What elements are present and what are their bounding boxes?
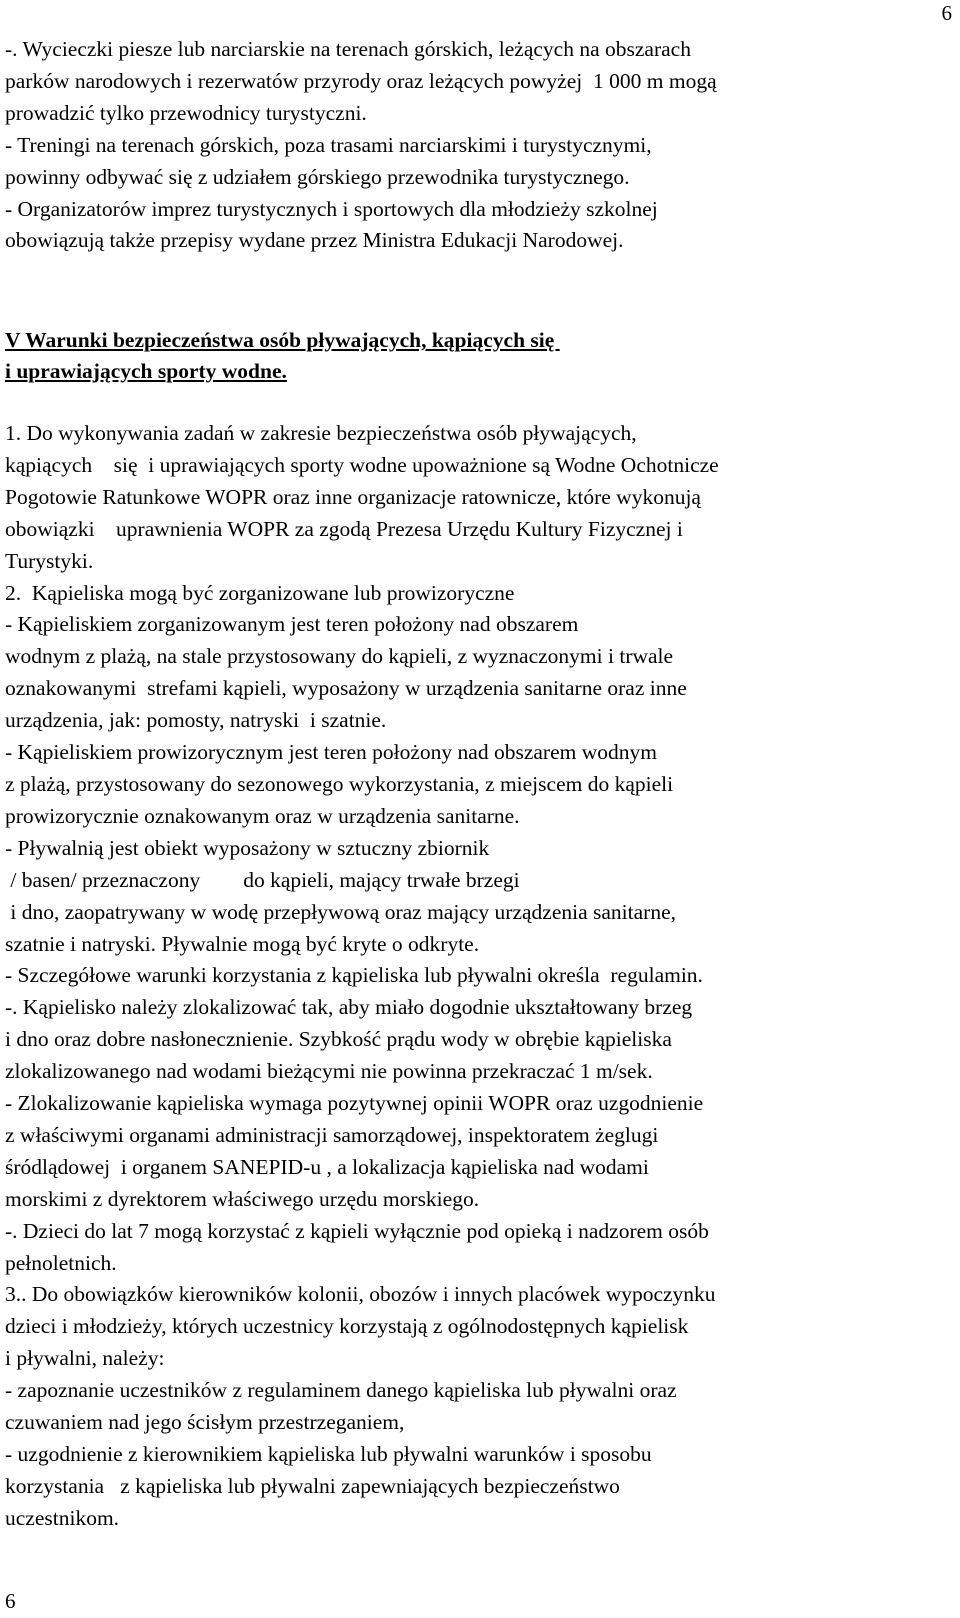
text-line: 3.. Do obowiązków kierowników kolonii, obozów i innych placówek wypoczynku	[5, 1282, 716, 1307]
text-line: i dno oraz dobre nasłonecznienie. Szybkość prądu wody w obrębie kąpieliska	[5, 1027, 672, 1052]
text-line: obowiązki uprawnienia WOPR za zgodą Prezesa Urzędu Kultury Fizycznej i	[5, 516, 683, 541]
text-line: -. Wycieczki piesze lub narciarskie na terenach górskich, leżących na obszarach	[5, 37, 691, 61]
text-line: - zapoznanie uczestników z regulaminem danego kąpieliska lub pływalni oraz	[5, 1378, 677, 1403]
text-line: z właściwymi organami administracji samorządowej, inspektoratem żeglugi	[5, 1122, 659, 1147]
heading-line: i uprawiających sporty wodne.	[5, 359, 287, 383]
heading-line: V Warunki bezpieczeństwa osób pływających, kąpiących się	[5, 328, 560, 352]
text-line: z plażą, przystosowany do sezonowego wykorzystania, z miejscem do kąpieli	[5, 771, 674, 796]
text-line: prowadzić tylko przewodnicy turystyczni.	[5, 100, 367, 125]
text-line: Turystyki.	[5, 548, 94, 573]
text-line: uczestnikom.	[5, 1505, 120, 1530]
text-line: - Kąpieliskiem zorganizowanym jest teren położony nad obszarem	[5, 612, 579, 637]
text-line: zlokalizowanego nad wodami bieżącymi nie powinna przekraczać 1 m/sek.	[5, 1059, 653, 1084]
text-line: pełnoletnich.	[5, 1250, 117, 1275]
intro-paragraphs	[5, 34, 945, 257]
text-line: obowiązują także przepisy wydane przez Ministra Edukacji Narodowej.	[5, 228, 624, 253]
text-line: dzieci i młodzieży, których uczestnicy korzystają z ogólnodostępnych kąpielisk	[5, 1314, 689, 1339]
text-line: -. Kąpielisko należy zlokalizować tak, aby miało dogodnie ukształtowany brzeg	[5, 995, 693, 1020]
text-line: - Organizatorów imprez turystycznych i sportowych dla młodzieży szkolnej	[5, 196, 658, 221]
page-number-top: 6	[941, 1, 952, 25]
text-line: urządzenia, jak: pomosty, natryski i szatnie.	[5, 708, 387, 733]
text-line: - Pływalnią jest obiekt wyposażony w sztuczny zbiornik	[5, 835, 490, 860]
text-line: powinny odbywać się z udziałem górskiego przewodnika turystycznego.	[5, 164, 630, 189]
section-body	[5, 418, 945, 1535]
text-line: szatnie i natryski. Pływalnie mogą być kryte o odkryte.	[5, 931, 480, 956]
page-number-bottom: 6	[5, 1589, 16, 1613]
text-line: prowizorycznie oznakowanym oraz w urządzenia sanitarne.	[5, 803, 520, 828]
text-line: korzystania z kąpieliska lub pływalni zapewniających bezpieczeństwo	[5, 1473, 620, 1498]
text-line: kąpiących się i uprawiających sporty wodne upoważnione są Wodne Ochotnicze	[5, 452, 719, 477]
text-line: i dno, zaopatrywany w wodę przepływową oraz mający urządzenia sanitarne,	[5, 899, 676, 924]
section-heading	[5, 325, 945, 387]
text-line: oznakowanymi strefami kąpieli, wyposażony w urządzenia sanitarne oraz inne	[5, 676, 687, 701]
text-line: -. Dzieci do lat 7 mogą korzystać z kąpieli wyłącznie pod opieką i nadzorem osób	[5, 1218, 709, 1243]
text-line: - Kąpieliskiem prowizorycznym jest teren położony nad obszarem wodnym	[5, 740, 657, 765]
text-line: 2. Kąpieliska mogą być zorganizowane lub prowizoryczne	[5, 580, 515, 605]
text-line: i pływalni, należy:	[5, 1346, 165, 1371]
text-line: - Zlokalizowanie kąpieliska wymaga pozytywnej opinii WOPR oraz uzgodnienie	[5, 1091, 704, 1116]
text-line: śródlądowej i organem SANEPID-u , a lokalizacja kąpieliska nad wodami	[5, 1154, 649, 1179]
text-line: / basen/ przeznaczony do kąpieli, mający trwałe brzegi	[5, 867, 520, 892]
text-line: parków narodowych i rezerwatów przyrody oraz leżących powyżej 1 000 m mogą	[5, 68, 717, 93]
text-line: - Treningi na terenach górskich, poza trasami narciarskimi i turystycznymi,	[5, 132, 652, 157]
text-line: 1. Do wykonywania zadań w zakresie bezpieczeństwa osób pływających,	[5, 421, 637, 445]
text-line: wodnym z plażą, na stale przystosowany do kąpieli, z wyznaczonymi i trwale	[5, 644, 674, 669]
text-line: morskimi z dyrektorem właściwego urzędu morskiego.	[5, 1186, 480, 1211]
text-line: - uzgodnienie z kierownikiem kąpieliska lub pływalni warunków i sposobu	[5, 1442, 652, 1466]
text-line: Pogotowie Ratunkowe WOPR oraz inne organizacje ratownicze, które wykonują	[5, 484, 701, 509]
text-line: - Szczegółowe warunki korzystania z kąpieliska lub pływalni określa regulamin.	[5, 963, 703, 988]
text-line: czuwaniem nad jego ścisłym przestrzeganiem,	[5, 1410, 405, 1435]
